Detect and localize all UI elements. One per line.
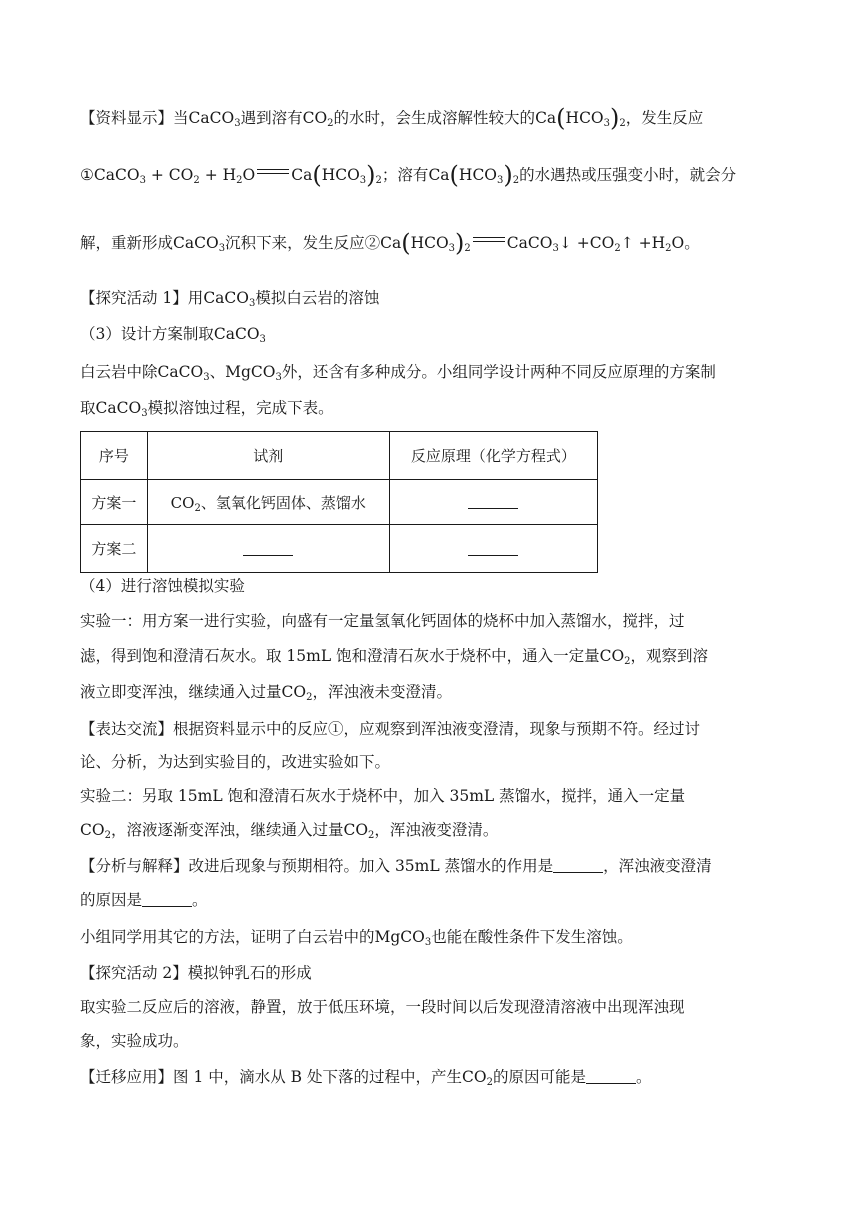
formula: $CO_2$ — [343, 821, 375, 841]
text: ；溶有 — [381, 166, 429, 184]
paragraph: 取实验二反应后的溶液，静置，放于低压环境，一段时间以后发现澄清溶液中出现浑浊现 — [80, 998, 685, 1016]
text: 取 — [80, 399, 96, 417]
section-tag: 【表达交流】 — [80, 720, 174, 738]
text: 的水时，会生成溶解性较大的 — [333, 109, 536, 127]
text: 。 — [635, 1068, 652, 1086]
text: 的原因是 — [80, 891, 143, 909]
formula: $CO_2$ — [302, 109, 334, 129]
step-3-heading — [80, 323, 788, 345]
formula: CaCO$_3$ — [157, 363, 210, 383]
paragraph — [80, 855, 788, 877]
text: ，观察到溶 — [630, 647, 709, 665]
text: 外，还含有多种成分。小组同学设计两种不同反应原理的方案制 — [281, 363, 716, 381]
section-tag: 【迁移应用】 — [80, 1068, 174, 1086]
text: 的水遇热或压强变小时，就会分 — [519, 166, 737, 184]
reaction-1-line — [80, 161, 788, 189]
text: ，发生反应 — [625, 109, 704, 127]
table-header-cell: 反应原理（化学方程式） — [389, 432, 597, 480]
formula: $CO_2$ — [599, 647, 631, 667]
answer-blank[interactable] — [586, 1069, 636, 1084]
text: 沉积下来，发生反应② — [225, 234, 381, 252]
text: 液立即变浑浊，继续通入过量 — [80, 683, 282, 701]
paragraph — [80, 361, 788, 383]
text: 遇到溶有 — [240, 109, 303, 127]
activity-1-heading — [80, 287, 788, 309]
paragraph — [80, 681, 788, 703]
answer-blank[interactable] — [553, 858, 603, 873]
formula: $CO_2$ — [461, 1068, 493, 1088]
text: ，溶液逐渐变浑浊，继续通入过量 — [110, 821, 344, 839]
paragraph — [80, 645, 788, 667]
section-tag: 【分析与解释】 — [80, 857, 189, 875]
paragraph — [80, 889, 788, 911]
formula: $Ca(HCO_3)_2$ CaCO$_3$↓ $+CO_2↑ +H_2O$ — [380, 229, 685, 257]
up-arrow-icon: ↑ — [620, 234, 634, 252]
text: 小组同学用其它的方法，证明了白云岩中的 — [80, 928, 375, 946]
text: ，浑浊液未变澄清。 — [312, 683, 452, 701]
formula: CaCO$_3$ — [203, 289, 256, 309]
answer-blank[interactable] — [389, 480, 597, 525]
table-header-cell: 序号 — [81, 432, 148, 480]
circled-number: ① — [80, 166, 94, 184]
text: 模拟白云岩的溶蚀 — [255, 289, 380, 307]
table-row — [81, 525, 598, 573]
section-tag: 【探究活动 1】 — [80, 289, 188, 307]
paragraph — [80, 718, 788, 740]
paragraph — [80, 819, 788, 841]
section-tag: 【资料显示】 — [80, 109, 174, 127]
paragraph: 实验一：用方案一进行实验，向盛有一定量氢氧化钙固体的烧杯中加入蒸馏水，搅拌，过 — [80, 612, 685, 630]
formula: $Ca(HCO_3)_2$ — [535, 104, 626, 132]
text: （3）设计方案制取 — [80, 325, 214, 343]
text: 模拟溶蚀过程，完成下表。 — [147, 399, 334, 417]
formula: CaCO$_3$ — [173, 234, 226, 254]
reaction-2-line — [80, 229, 788, 257]
text: ，浑浊液变澄清 — [603, 857, 712, 875]
formula: $CO_2$ — [281, 683, 313, 703]
text: 也能在酸性条件下发生溶蚀。 — [431, 928, 633, 946]
text: 图 1 中，滴水从 B 处下落的过程中，产生 — [173, 1068, 462, 1086]
text: 改进后现象与预期相符。加入 35mL 蒸馏水的作用是 — [188, 857, 554, 875]
formula: CaCO$_3$ — [188, 109, 241, 129]
text: 。 — [684, 234, 700, 252]
down-arrow-icon: ↓ — [558, 234, 572, 252]
text: 白云岩中除 — [80, 363, 158, 381]
equals-sign — [255, 168, 291, 178]
paragraph — [80, 926, 788, 948]
table-cell: $CO_2$、氢氧化钙固体、蒸馏水 — [147, 480, 389, 525]
text: ，浑浊液变澄清。 — [374, 821, 499, 839]
text: 模拟钟乳石的形成 — [187, 964, 312, 982]
text: 。 — [192, 891, 208, 909]
text: 、 — [209, 363, 226, 381]
paragraph: 论、分析，为达到实验目的，改进实验如下。 — [80, 753, 391, 771]
formula: $CO_2$ — [80, 821, 111, 841]
answer-blank[interactable] — [389, 525, 597, 573]
table-header-cell: 试剂 — [147, 432, 389, 480]
formula: $Ca(HCO_3)_2$ — [428, 161, 520, 189]
formula: CaCO$_3$ — [213, 325, 266, 345]
answer-blank[interactable] — [147, 525, 389, 573]
section-tag: 【探究活动 2】 — [80, 964, 188, 982]
table-row — [81, 480, 598, 525]
text: 解，重新形成 — [80, 234, 174, 252]
paragraph-data-display — [80, 104, 788, 132]
text: 滤，得到饱和澄清石灰水。取 15mL 饱和澄清石灰水于烧杯中，通入一定量 — [80, 647, 600, 665]
formula: CaCO$_3$ — [95, 399, 148, 419]
formula: MgCO$_3$ — [374, 928, 432, 948]
paragraph: 象，实验成功。 — [80, 1032, 189, 1050]
text: 的原因可能是 — [492, 1068, 586, 1086]
paragraph — [80, 397, 788, 419]
text: 当 — [173, 109, 189, 127]
answer-blank[interactable] — [142, 892, 192, 907]
formula: CaCO$_3$ + $CO_2 + H_2O$ $Ca(HCO_3)_2$ — [93, 161, 382, 189]
table-cell: 方案二 — [81, 525, 148, 573]
text: 根据资料显示中的反应①，应观察到浑浊液变澄清，现象与预期不符。经过讨 — [173, 720, 701, 738]
text: 用 — [187, 289, 204, 307]
table-cell: 方案一 — [81, 480, 148, 525]
paragraph — [80, 1066, 788, 1088]
scheme-table — [80, 431, 598, 573]
formula: MgCO$_3$ — [225, 363, 282, 383]
activity-2-heading — [80, 962, 788, 984]
paragraph: 实验二：另取 15mL 饱和澄清石灰水于烧杯中，加入 35mL 蒸馏水，搅拌，通入一定量 — [80, 787, 686, 805]
table-header-row — [81, 432, 598, 480]
step-4-heading: （4）进行溶蚀模拟实验 — [80, 577, 245, 595]
equals-sign — [471, 236, 507, 246]
